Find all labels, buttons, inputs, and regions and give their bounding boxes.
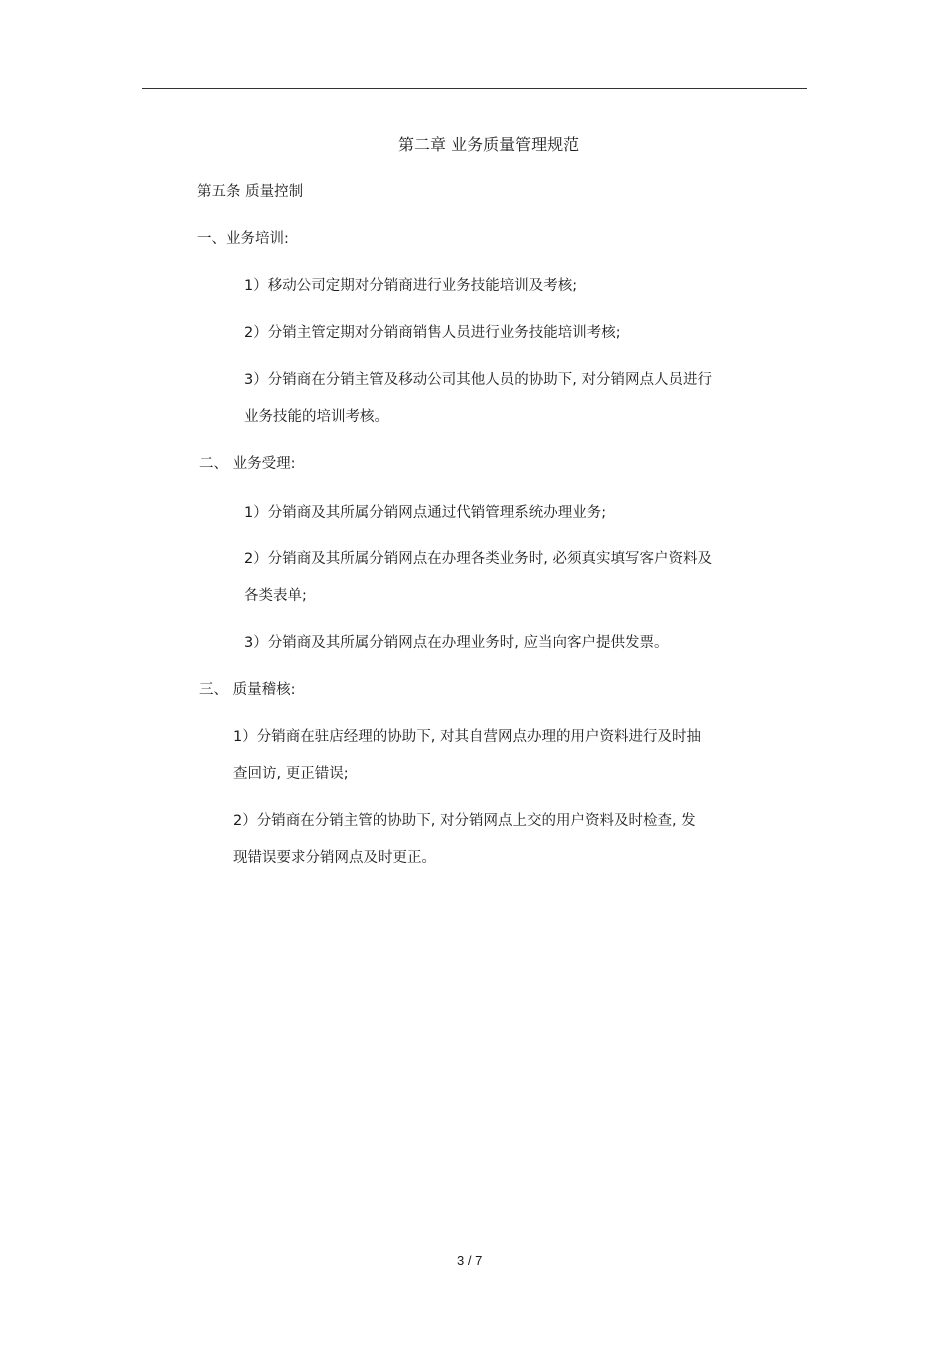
list-item-continuation: 业务技能的培训考核。 [244, 409, 389, 425]
article-heading: 第五条 质量控制 [197, 184, 304, 200]
list-item: 1）移动公司定期对分销商进行业务技能培训及考核; [244, 278, 578, 294]
section-heading: 二、 业务受理: [199, 456, 296, 472]
list-item: 2）分销商在分销主管的协助下, 对分销网点上交的用户资料及时检查, 发 [233, 813, 696, 829]
section-heading: 三、 质量稽核: [199, 682, 296, 698]
chapter-title: 第二章 业务质量管理规范 [398, 135, 580, 154]
list-item-continuation: 现错误要求分销网点及时更正。 [233, 850, 436, 866]
page-number: 3 / 7 [457, 1253, 483, 1268]
list-item-continuation: 查回访, 更正错误; [233, 766, 349, 782]
list-item: 3）分销商在分销主管及移动公司其他人员的协助下, 对分销网点人员进行 [244, 372, 712, 388]
list-item: 2）分销主管定期对分销商销售人员进行业务技能培训考核; [244, 325, 621, 341]
header-rule [142, 88, 807, 89]
list-item: 1）分销商及其所属分销网点通过代销管理系统办理业务; [244, 505, 607, 521]
list-item: 1）分销商在驻店经理的协助下, 对其自营网点办理的用户资料进行及时抽 [233, 729, 701, 745]
list-item: 3）分销商及其所属分销网点在办理业务时, 应当向客户提供发票。 [244, 635, 669, 651]
list-item: 2）分销商及其所属分销网点在办理各类业务时, 必须真实填写客户资料及 [244, 551, 712, 567]
list-item-continuation: 各类表单; [244, 588, 307, 604]
section-heading: 一、业务培训: [197, 231, 289, 247]
